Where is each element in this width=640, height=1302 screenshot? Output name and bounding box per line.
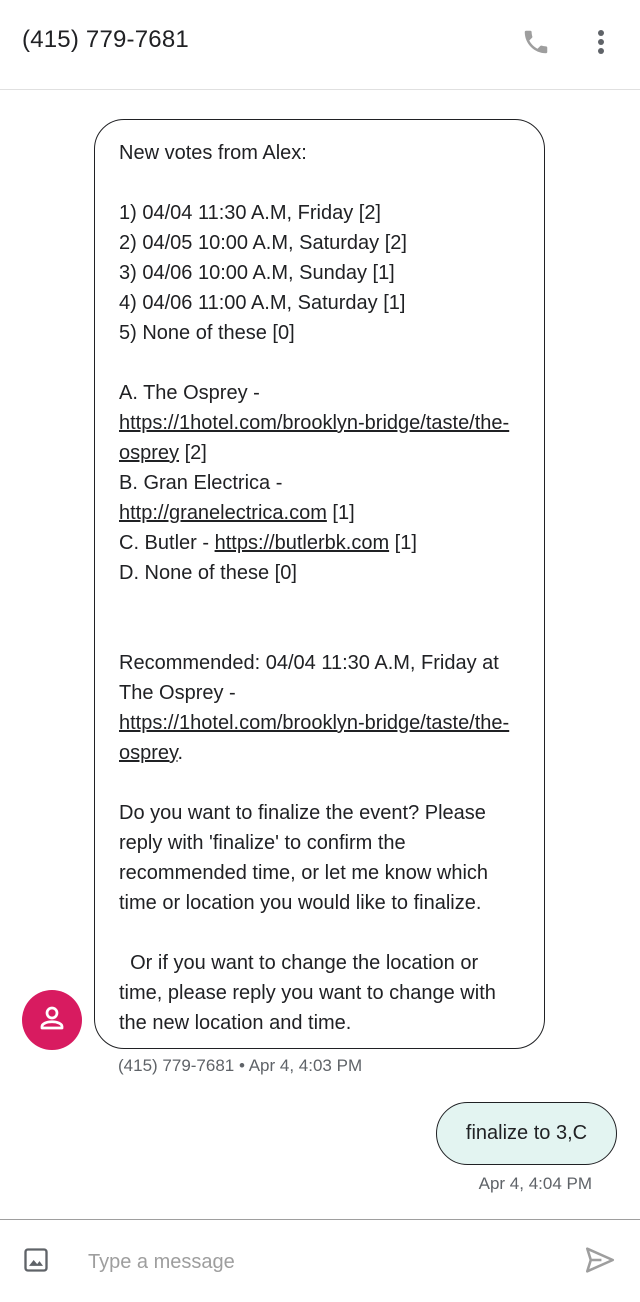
time-option-3: 3) 04/06 10:00 A.M, Sunday [1] (119, 262, 395, 284)
outgoing-message-bubble[interactable] (436, 1102, 617, 1165)
image-icon (22, 1246, 50, 1279)
call-button[interactable] (516, 24, 556, 64)
location-a-link[interactable]: https://1hotel.com/brooklyn-bridge/taste/the-osprey (119, 412, 510, 464)
message-input[interactable] (88, 1240, 548, 1284)
incoming-message-bubble[interactable] (94, 119, 545, 1049)
incoming-message-text (119, 138, 524, 1038)
message-composer (0, 1219, 640, 1302)
finalize-prompt: Do you want to finalize the event? Please reply with 'finalize' to confirm the recommended time, or let me know which time or location you would like to finalize. (119, 802, 494, 914)
location-c-count: [1] (389, 532, 417, 554)
more-vert-icon (597, 29, 605, 60)
conversation-header (0, 0, 640, 90)
location-d-label: D. None of these [0] (119, 562, 297, 584)
time-option-5: 5) None of these [0] (119, 322, 295, 344)
person-icon (37, 1003, 67, 1038)
contact-avatar[interactable] (22, 990, 82, 1050)
more-options-button[interactable] (586, 24, 616, 64)
send-icon (583, 1243, 617, 1282)
incoming-message-meta: (415) 779-7681 • Apr 4, 4:03 PM (118, 1056, 363, 1075)
location-c-label: C. Butler - (119, 532, 215, 554)
change-prompt: Or if you want to change the location or time, please reply you want to change with the new location and time. (119, 952, 502, 1034)
location-a-label: A. The Osprey - (119, 382, 260, 404)
votes-intro: New votes from Alex: (119, 142, 307, 164)
phone-icon (521, 27, 551, 62)
time-option-2: 2) 04/05 10:00 A.M, Saturday [2] (119, 232, 407, 254)
outgoing-message-text: finalize to 3,C (465, 1122, 588, 1144)
outgoing-message-meta: Apr 4, 4:04 PM (478, 1174, 592, 1193)
recommended-link[interactable]: https://1hotel.com/brooklyn-bridge/taste/the-osprey (119, 712, 510, 764)
recommended-suffix: . (177, 742, 184, 764)
time-option-1: 1) 04/04 11:30 A.M, Friday [2] (119, 202, 381, 224)
location-a-count: [2] (179, 442, 207, 464)
location-b-label: B. Gran Electrica - (119, 472, 283, 494)
time-option-4: 4) 04/06 11:00 A.M, Saturday [1] (119, 292, 406, 314)
attach-image-button[interactable] (20, 1246, 52, 1278)
send-button[interactable] (580, 1242, 620, 1282)
location-b-link[interactable]: http://granelectrica.com (119, 502, 327, 524)
contact-title[interactable]: (415) 779-7681 (22, 26, 189, 53)
location-b-count: [1] (326, 502, 355, 524)
recommended-text: Recommended: 04/04 11:30 A.M, Friday at The Osprey - (119, 652, 505, 704)
location-c-link[interactable]: https://butlerbk.com (214, 532, 390, 554)
